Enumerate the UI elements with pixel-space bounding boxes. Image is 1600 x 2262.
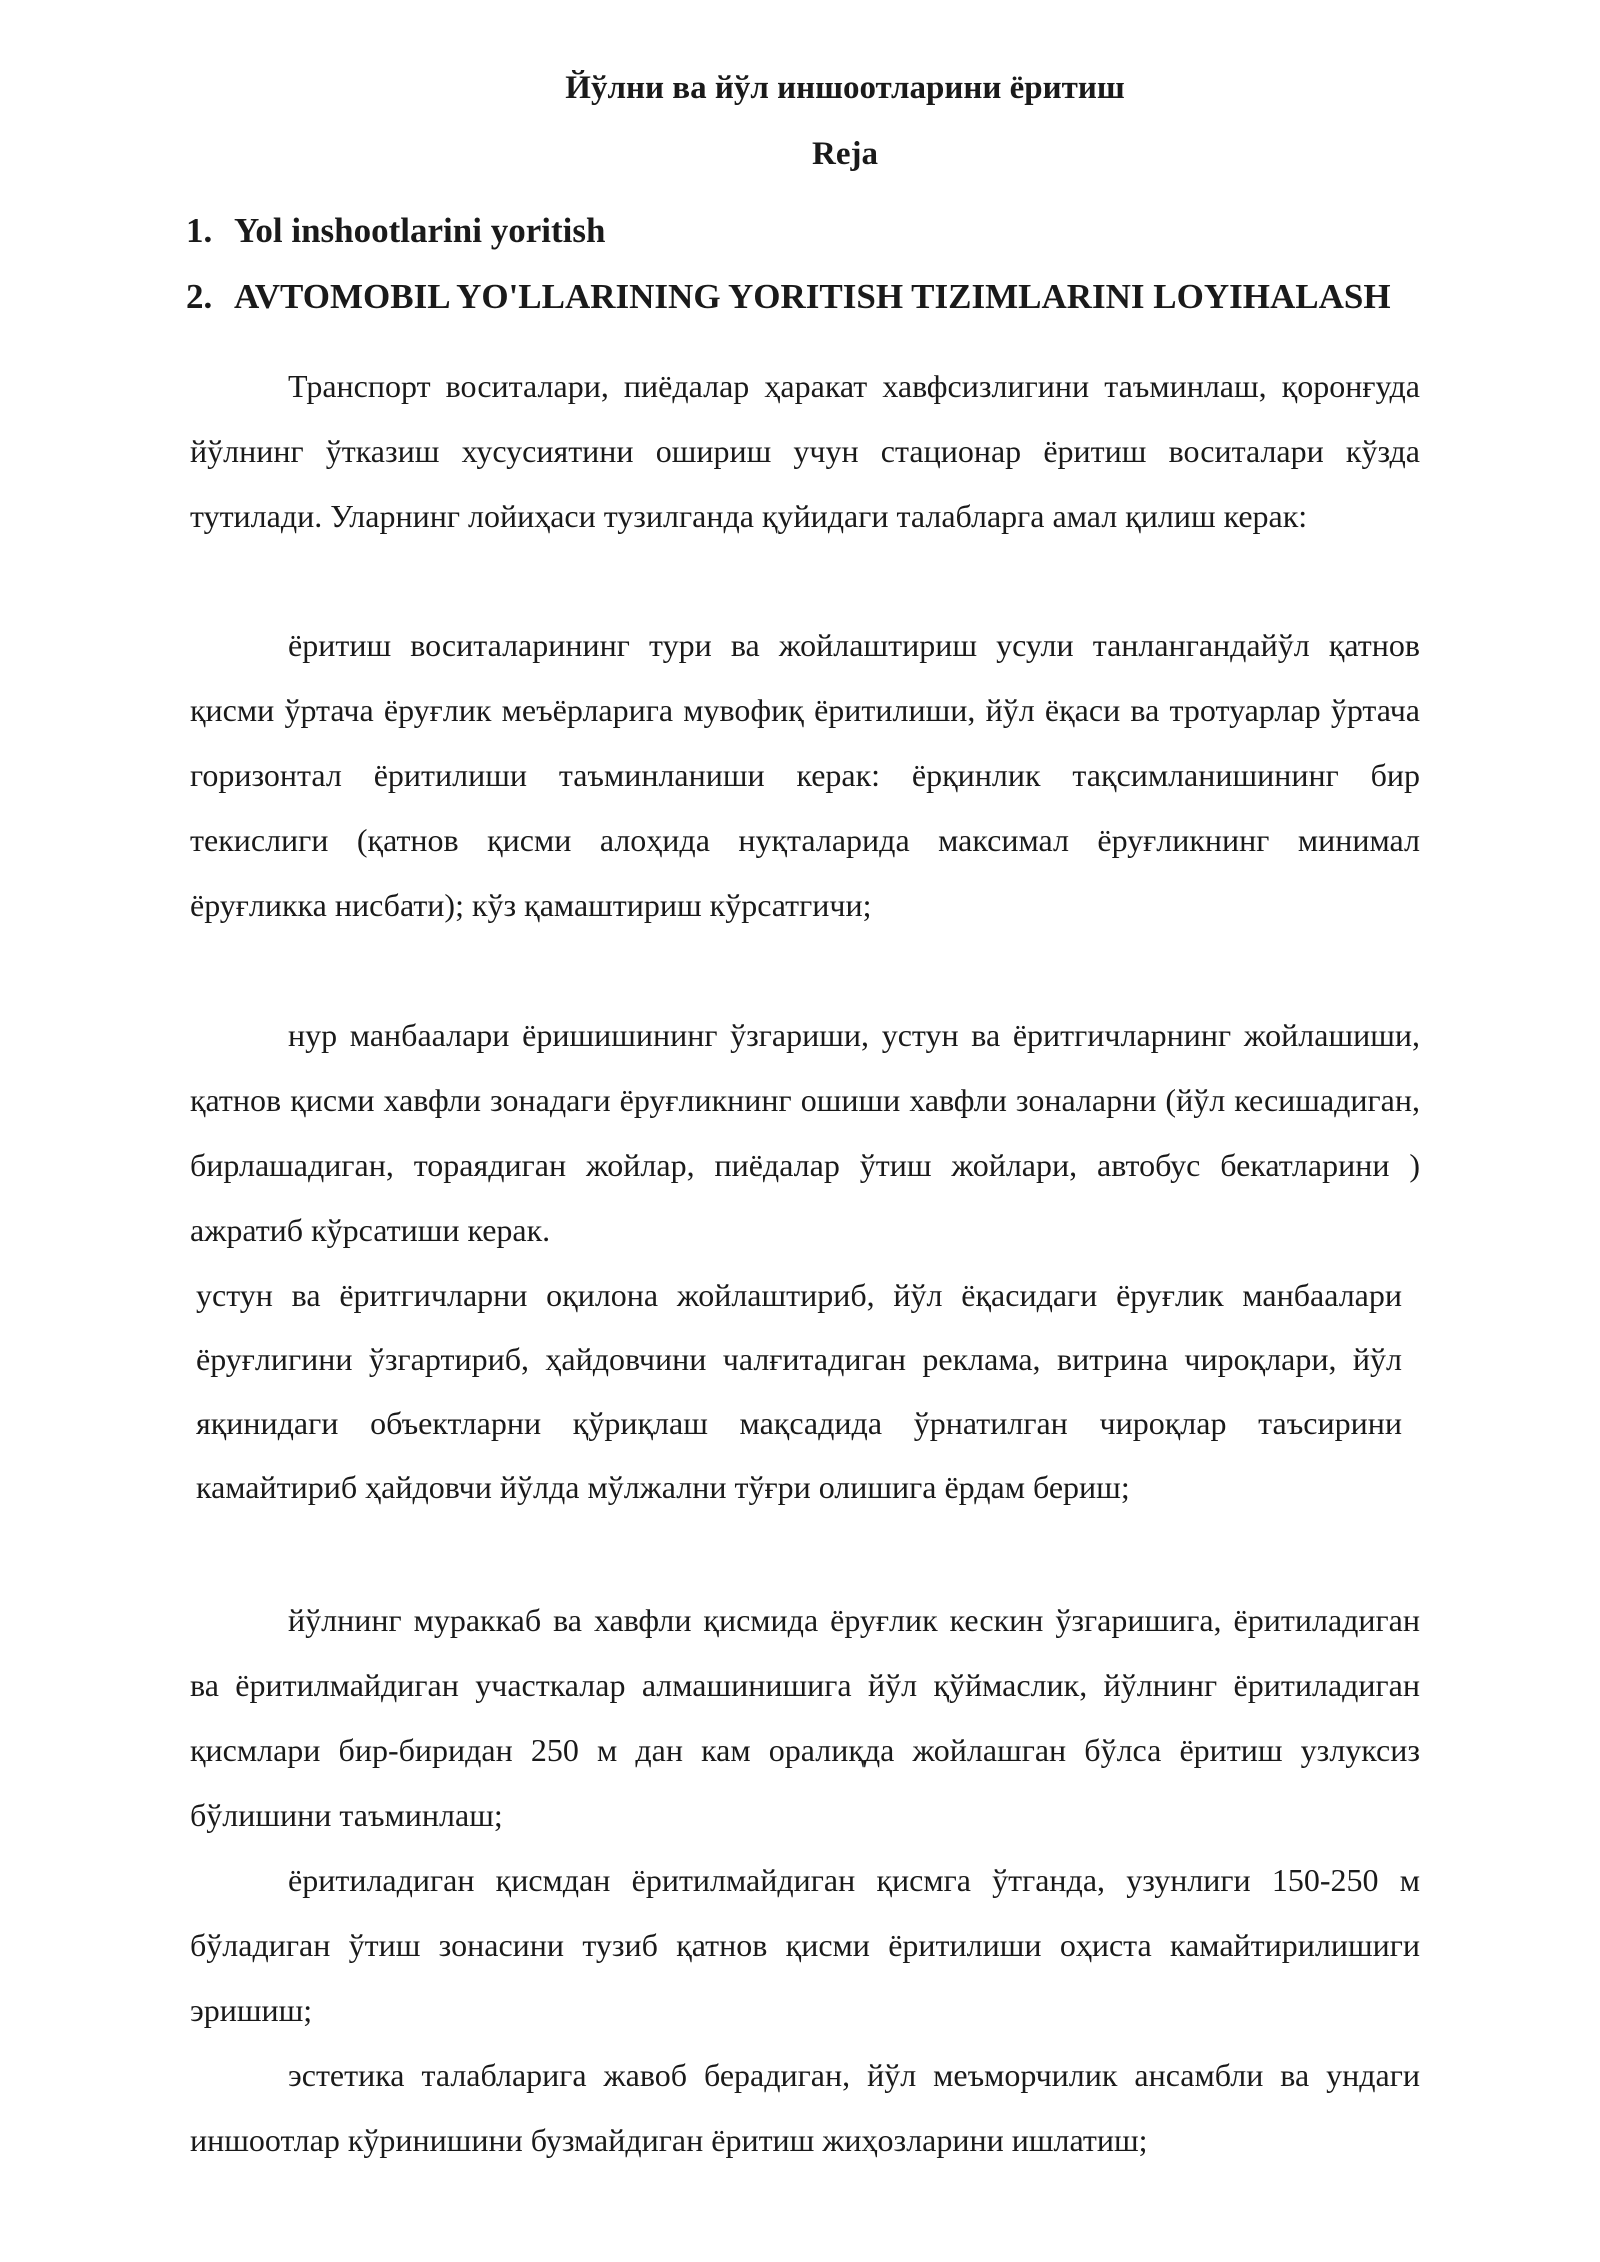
paragraph-requirement: йўлнинг мураккаб ва хавфли қисмида ёруғлик кескин ўзгаришига, ёритиладиган ва ёритилмайдиган участкалар алмашинишига йўл қўймаслик, йўлнинг ёритиладиган қисмлари бир-биридан 250 м дан кам оралиқда жойлашган бўлса ёритиш узлуксиз бўлишини таъминлаш; [190, 1602, 1420, 1833]
paragraph-requirement: эстетика талабларига жавоб берадиган, йўл меъморчилик ансамбли ва ундаги иншоотлар кўринишини бузмайдиган ёритиш жиҳозларини ишлатиш; [190, 2057, 1420, 2158]
plan-item [186, 264, 1391, 330]
paragraph-requirement: устун ва ёритгичларни оқилона жойлаштириб, йўл ёқасидаги ёруғлик манбаалари ёруғлигини ўзгартириб, ҳайдовчини чалғитадиган реклама, витрина чироқлари, йўл яқинидаги объектларни қўриқлаш мақсадида ўрнатилган чироқлар таъсирини камайтириб ҳайдовчи йўлда мўлжални тўғри олишига ёрдам бериш; [196, 1277, 1402, 1505]
paragraph-requirement: ёритиладиган қисмдан ёритилмайдиган қисмга ўтганда, узунлиги 150-250 м бўладиган ўтиш зонасини тузиб қатнов қисми ёритилиши оҳиста камайтирилишиги эришиш; [190, 1862, 1420, 2028]
plan-item-number: 1. [186, 211, 213, 250]
plan-item-number: 2. [186, 277, 213, 316]
document-title: Йўлни ва йўл иншоотларини ёритиш [565, 70, 1125, 106]
paragraph-intro: Транспорт воситалари, пиёдалар ҳаракат хавфсизлигини таъминлаш, қоронғуда йўлнинг ўтказиш хусусиятини ошириш учун стационар ёритиш воситалари кўзда тутилади. Уларнинг лойиҳаси тузилганда қуйидаги талабларга амал қилиш керак: [190, 368, 1420, 534]
plan-item-text: AVTOMOBIL YO'LLARINING YORITISH TIZIMLARINI LOYIHALASH [234, 277, 1391, 316]
plan-item-text: Yol inshootlarini yoritish [234, 211, 606, 250]
plan-item [186, 198, 1391, 264]
paragraph-requirement: нур манбаалари ёришишининг ўзгариши, устун ва ёритгичларнинг жойлашиши, қатнов қисми хавфли зонадаги ёруғликнинг ошиши хавфли зоналарни (йўл кесишадиган, бирлашадиган, тораядиган жойлар, пиёдалар ўтиш жойлари, автобус бекатларини ) ажратиб кўрсатиши керак. [190, 1017, 1420, 1248]
plan-list [186, 198, 1391, 330]
plan-heading: Reja [812, 136, 878, 172]
paragraph-requirement: ёритиш воситаларининг тури ва жойлаштириш усули танлангандайўл қатнов қисми ўртача ёруғлик меъёрларига мувофиқ ёритилиши, йўл ёқаси ва тротуарлар ўртача горизонтал ёритилиши таъминланиши керак: ёрқинлик тақсимланишининг бир текислиги (қатнов қисми алоҳида нуқталарида максимал ёруғликнинг минимал ёруғликка нисбати); кўз қамаштириш кўрсатгичи; [190, 627, 1420, 923]
